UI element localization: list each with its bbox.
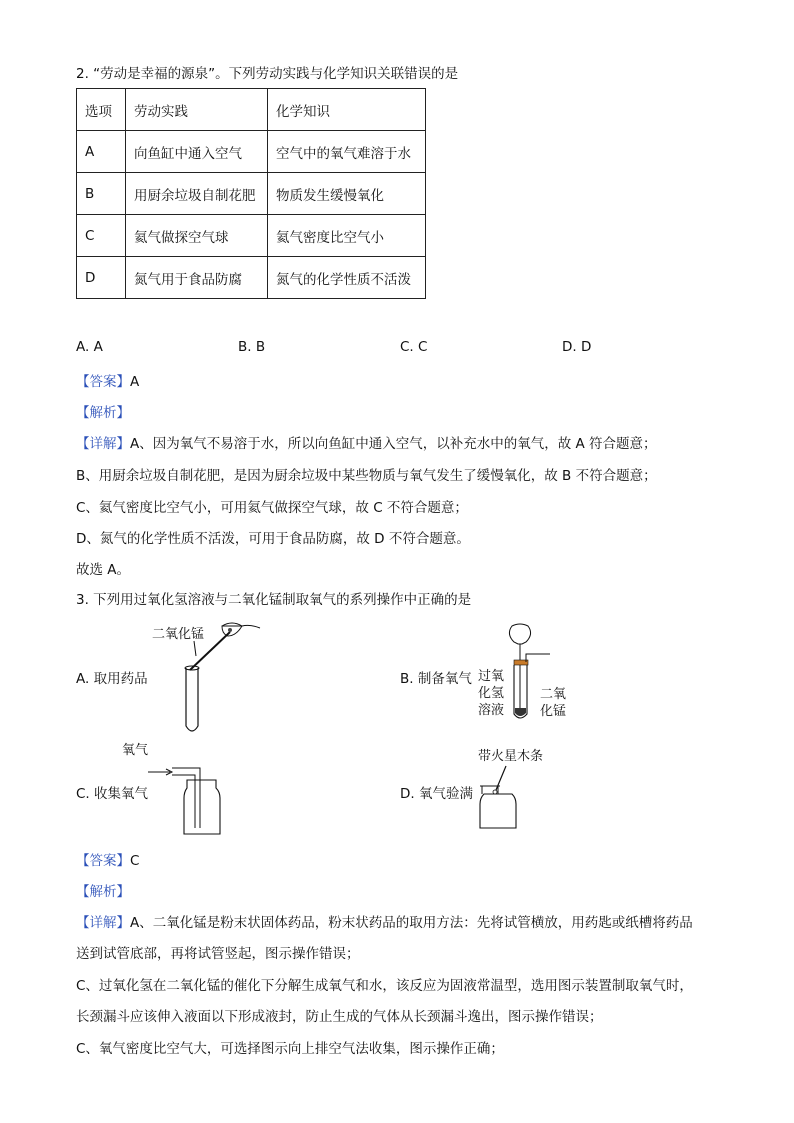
delivery-tube bbox=[172, 768, 200, 828]
fig-d-verify-full bbox=[470, 736, 580, 836]
q3-detail-line: C、氧气密度比空气大，可选择图示向上排空气法收集，图示操作正确； bbox=[76, 1041, 504, 1057]
table-cell: B bbox=[77, 173, 126, 215]
detail-tag: 【详解】 bbox=[76, 436, 130, 452]
table-cell: 氦气做探空气球 bbox=[126, 215, 268, 257]
fig-c-collection-bottle bbox=[120, 740, 230, 840]
q2-option-a: A. A bbox=[76, 339, 103, 355]
answer-value: C bbox=[130, 853, 140, 869]
gas-jar bbox=[184, 780, 220, 834]
table-cell: 氮气用于食品防腐 bbox=[126, 257, 268, 299]
answer-tag: 【答案】 bbox=[76, 374, 130, 390]
table-cell: A bbox=[77, 131, 126, 173]
detail-text: A、二氧化锰是粉末状固体药品，粉末状药品的取用方法：先将试管横放，用药匙或纸槽将药品 bbox=[130, 915, 693, 931]
q2-detail-line bbox=[76, 432, 657, 452]
fig-b-label-left: 溶液 bbox=[478, 703, 505, 718]
q3-option-d: D. 氧气验满 bbox=[400, 786, 473, 802]
table-header: 化学知识 bbox=[268, 89, 426, 131]
table-row bbox=[77, 215, 426, 257]
q3-stem: 3. 下列用过氧化氢溶液与二氧化锰制取氧气的系列操作中正确的是 bbox=[76, 592, 472, 608]
glowing-tip-icon bbox=[493, 790, 497, 794]
fig-b-label-left: 过氧 bbox=[478, 669, 505, 684]
q2-analysis-tag: 【解析】 bbox=[76, 405, 130, 421]
q3-answer bbox=[76, 849, 139, 869]
table-cell: 物质发生缓慢氧化 bbox=[268, 173, 426, 215]
q3-analysis-tag: 【解析】 bbox=[76, 884, 130, 900]
fig-b-label-right: 二氧 bbox=[540, 687, 567, 702]
q3-option-c: C. 收集氧气 bbox=[76, 786, 149, 802]
table-header: 劳动实践 bbox=[126, 89, 268, 131]
fig-c-label: 氧气 bbox=[122, 743, 149, 758]
detail-text: A、因为氧气不易溶于水，所以向鱼缸中通入空气，以补充水中的氧气，故 A 符合题意； bbox=[130, 436, 657, 452]
q3-detail-line: C、过氧化氢在二氧化锰的催化下分解生成氧气和水，该反应为固液常温型，选用图示装置制取氧气时， bbox=[76, 978, 693, 994]
table-cell: 向鱼缸中通入空气 bbox=[126, 131, 268, 173]
test-tube bbox=[186, 668, 198, 731]
table-header-row bbox=[77, 89, 426, 131]
q2-detail-line: D、氮气的化学性质不活泼，可用于食品防腐，故 D 不符合题意。 bbox=[76, 531, 470, 547]
q2-stem: 2. “劳动是幸福的源泉”。下列劳动实践与化学知识关联错误的是 bbox=[76, 66, 459, 82]
powder-icon bbox=[228, 628, 232, 632]
answer-tag: 【答案】 bbox=[76, 853, 130, 869]
q2-option-d: D. D bbox=[562, 339, 592, 355]
table-cell: 氦气密度比空气小 bbox=[268, 215, 426, 257]
label-pointer bbox=[194, 641, 196, 656]
q3-detail-line bbox=[76, 911, 693, 931]
catalyst-fill bbox=[515, 708, 526, 716]
q3-detail-line: 送到试管底部，再将试管竖起，图示操作错误； bbox=[76, 946, 360, 962]
table-header: 选项 bbox=[77, 89, 126, 131]
funnel-icon bbox=[509, 624, 530, 644]
fig-b-apparatus bbox=[474, 622, 584, 727]
fig-b-label-right: 化锰 bbox=[540, 704, 567, 719]
answer-value: A bbox=[130, 374, 140, 390]
q3-detail-line: 长颈漏斗应该伸入液面以下形成液封，防止生成的气体从长颈漏斗逸出，图示操作错误； bbox=[76, 1009, 603, 1025]
table-row bbox=[77, 257, 426, 299]
table-cell: C bbox=[77, 215, 126, 257]
fig-a-test-tube bbox=[150, 614, 270, 739]
q2-option-b: B. B bbox=[238, 339, 266, 355]
table-cell: D bbox=[77, 257, 126, 299]
table-cell: 用厨余垃圾自制花肥 bbox=[126, 173, 268, 215]
q3-option-b: B. 制备氧气 bbox=[400, 671, 472, 687]
q2-detail-line: 故选 A。 bbox=[76, 562, 131, 578]
q2-detail-line: B、用厨余垃圾自制花肥，是因为厨余垃圾中某些物质与氧气发生了缓慢氧化，故 B 不符合题意； bbox=[76, 468, 657, 484]
q2-option-c: C. C bbox=[400, 339, 428, 355]
fig-a-label: 二氧化锰 bbox=[152, 627, 205, 642]
table-row bbox=[77, 173, 426, 215]
detail-tag: 【详解】 bbox=[76, 915, 130, 931]
table-cell: 空气中的氧气难溶于水 bbox=[268, 131, 426, 173]
q2-table bbox=[76, 88, 426, 299]
table-row bbox=[77, 131, 426, 173]
delivery-tube bbox=[526, 654, 550, 662]
q3-option-a: A. 取用药品 bbox=[76, 671, 148, 687]
fig-d-label: 带火星木条 bbox=[478, 749, 544, 764]
q2-detail-line: C、氦气密度比空气小，可用氦气做探空气球，故 C 不符合题意； bbox=[76, 500, 468, 516]
gas-jar bbox=[480, 794, 516, 828]
fig-b-label-left: 化氢 bbox=[478, 686, 505, 701]
table-cell: 氮气的化学性质不活泼 bbox=[268, 257, 426, 299]
q2-answer bbox=[76, 370, 139, 390]
